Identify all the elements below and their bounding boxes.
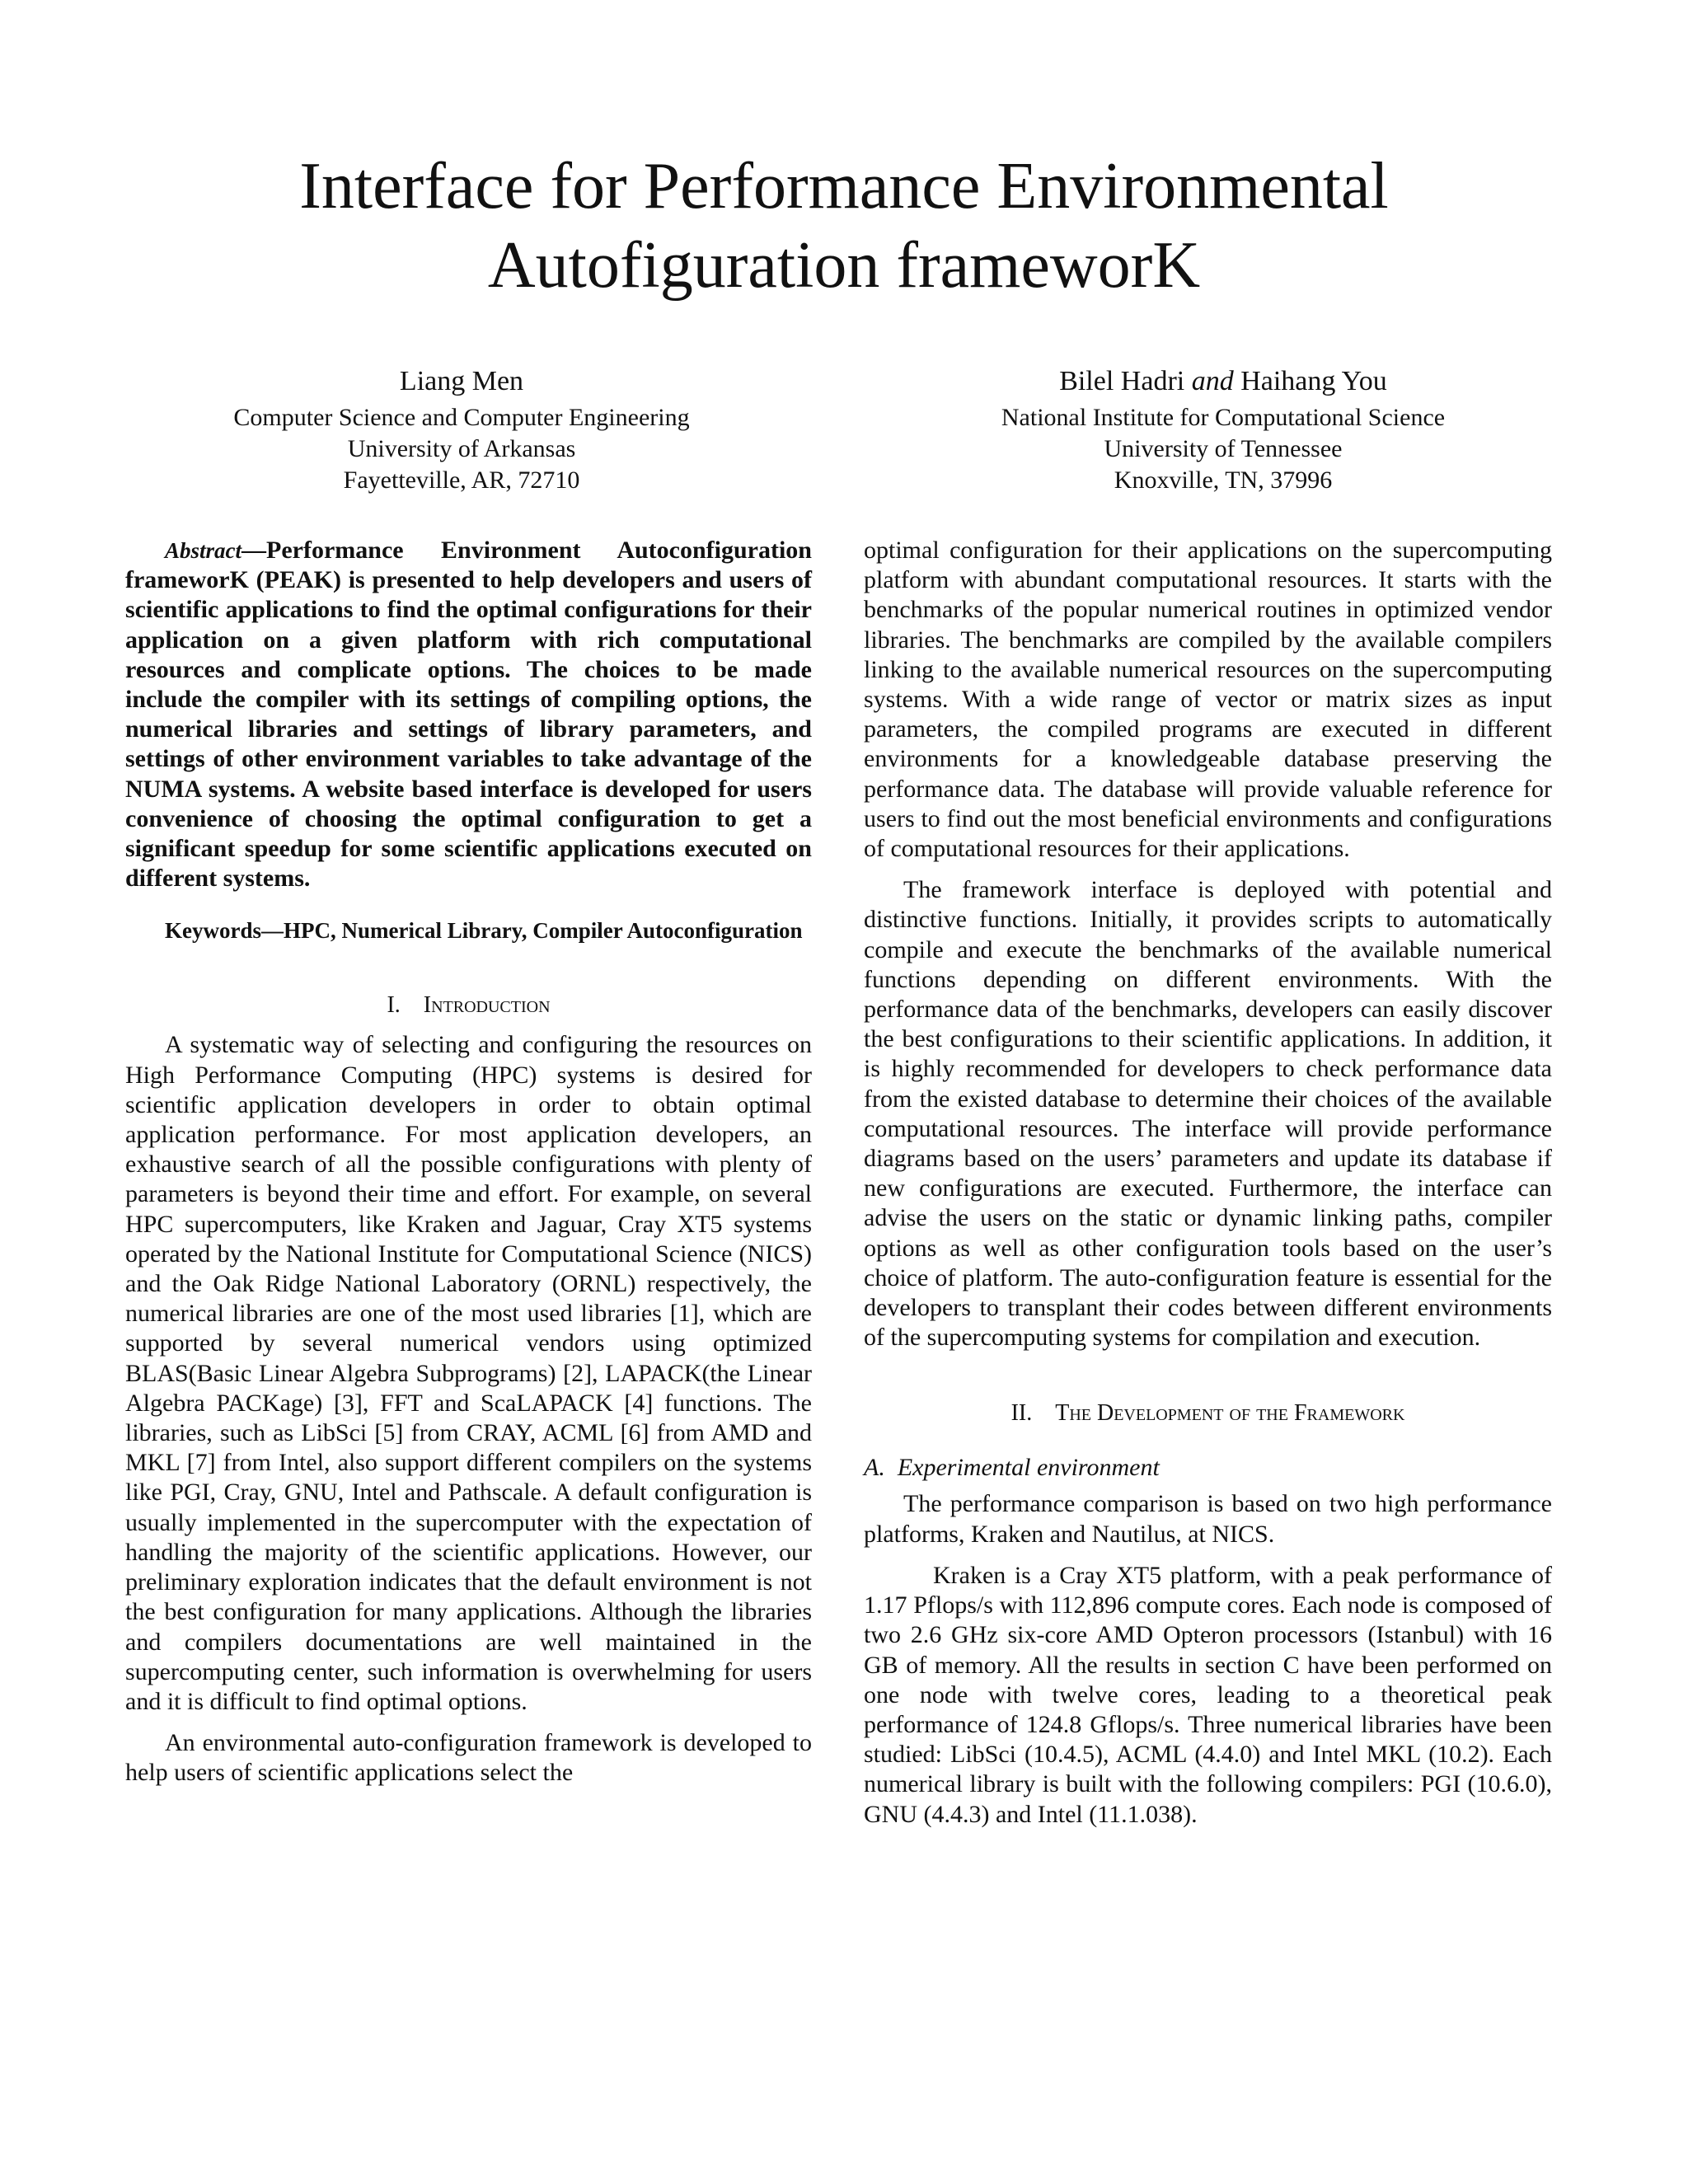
section-number: I.: [387, 992, 401, 1019]
title-line-2: Autofiguration frameworK: [487, 229, 1201, 302]
author-affiliation: Fayetteville, AR, 72710: [343, 466, 580, 494]
right-column: [864, 536, 1552, 1841]
subsection-heading-experimental-environment: [864, 1453, 1552, 1483]
paper-title: [0, 147, 1688, 305]
author-block-right: [885, 363, 1561, 496]
experimental-paragraph-2: Kraken is a Cray XT5 platform, with a peak performance of 1.17 Pflops/s with 112,896 compute cores. Each node is composed of two 2.6 GHz six-core AMD Opteron processors (Istanbul) with 16 GB of memory. All the results in section C have been performed on one node with twelve cores, leading to a theoretical peak performance of 124.8 Gflops/s. Three numerical libraries have been studied: LibSci (10.4.5), ACML (4.4.0) and Intel MKL (10.2). Each numerical library is built with the following compilers: PGI (10.6.0), GNU (4.4.3) and Intel (11.1.038).: [864, 1561, 1552, 1828]
intro-paragraph-3: The framework interface is deployed with potential and distinctive functions. Initially, it provides scripts to automatically compile and execute the benchmarks of the available numerical functions depending on different environments. With the performance data of the benchmarks, developers can easily discover the best configurations to their scientific applications. In addition, it is highly recommended for developers to check performance data from the existed database to determine their choices of the available computational resources. The interface will provide performance diagrams based on the users’ parameters and update its database if new configurations are executed. Furthermore, the interface can advise the users on the static or dynamic linking paths, compiler options as well as other configuration tools based on the user’s choice of platform. The auto-configuration feature is essential for the developers to transplant their codes between different environments of the supercomputing systems for compilation and execution.: [864, 876, 1552, 1352]
author-affiliation: Computer Science and Computer Engineering: [233, 404, 690, 431]
section-title: Introduction: [423, 992, 551, 1019]
author-name: Liang Men: [399, 366, 524, 396]
section-title: The Development of the Framework: [1055, 1400, 1405, 1427]
author-block-left: [124, 363, 799, 496]
author-name-1: Bilel Hadri: [1059, 366, 1185, 396]
intro-paragraph-2: An environmental auto-configuration framework is developed to help users of scientific applications select the: [125, 1729, 812, 1787]
author-name-2: Haihang You: [1240, 366, 1387, 396]
left-column: [125, 536, 812, 1800]
experimental-paragraph-1: The performance comparison is based on two high performance platforms, Kraken and Nautilus, at NICS.: [864, 1490, 1552, 1548]
abstract-dash: —: [241, 537, 267, 564]
author-affiliation: National Institute for Computational Science: [1001, 404, 1446, 431]
abstract-label: Abstract: [165, 538, 242, 563]
author-name: [885, 363, 1561, 401]
abstract-text: Performance Environment Autoconfiguration frameworK (PEAK) is presented to help developers and users of scientific applications to find the optimal configurations for their application on a given platform with rich computational resources and complicate options. The choices to be made include the compiler with its settings of compiling options, the numerical libraries and settings of library parameters, and settings of other environment variables to take advantage of the NUMA systems. A website based interface is developed for users convenience of choosing the optimal configuration to get a significant speedup for some scientific applications executed on different systems.: [125, 537, 812, 893]
subsection-title: Experimental environment: [897, 1454, 1160, 1482]
author-affiliation: University of Arkansas: [347, 435, 576, 462]
abstract: [125, 536, 812, 893]
author-affiliation: Knoxville, TN, 37996: [1114, 466, 1333, 494]
section-heading-development: [864, 1399, 1552, 1428]
title-line-1: Interface for Performance Environmental: [299, 150, 1389, 223]
intro-paragraph-2-continued: optimal configuration for their applications on the supercomputing platform with abundant computational resources. It starts with the benchmarks of the popular numerical routines in optimized vendor libraries. The benchmarks are compiled by the available compilers linking to the available numerical resources on the supercomputing systems. With a wide range of vector or matrix sizes as input parameters, the compiled programs are executed in different environments for a knowledgeable database preserving the performance data. The database will provide valuable reference for users to find out the most beneficial environments and configurations of computational resources for their applications.: [864, 537, 1552, 863]
intro-paragraph-1: A systematic way of selecting and configuring the resources on High Performance Computing (HPC) systems is desired for scientific application developers in order to obtain optimal application performance. For most application developers, an exhaustive search of all the possible configurations with plenty of parameters is beyond their time and effort. For example, on several HPC supercomputers, like Kraken and Jaguar, Cray XT5 systems operated by the National Institute for Computational Science (NICS) and the Oak Ridge National Laboratory (ORNL) respectively, the numerical libraries are one of the most used libraries [1], which are supported by several numerical vendors using optimized BLAS(Basic Linear Algebra Subprograms) [2], LAPACK(the Linear Algebra PACKage) [3], FFT and ScaLAPACK [4] functions. The libraries, such as LibSci [5] from CRAY, ACML [6] from AMD and MKL [7] from Intel, also support different compilers on the systems like PGI, Cray, GNU, Intel and Pathscale. A default configuration is usually implemented in the supercomputer with the expectation of handling the majority of the scientific applications. However, our preliminary exploration indicates that the default environment is not the best configuration for many applications. Although the libraries and compilers documentations are well maintained in the supercomputing center, such information is overwhelming for users and it is difficult to find optimal options.: [125, 1031, 812, 1715]
author-conjunction: and: [1191, 366, 1234, 396]
section-heading-introduction: [125, 991, 812, 1020]
section-number: II.: [1010, 1400, 1033, 1427]
author-affiliation: University of Tennessee: [1104, 435, 1343, 462]
subsection-label: A.: [864, 1454, 885, 1482]
keywords: Keywords—HPC, Numerical Library, Compiler Autoconfiguration: [165, 918, 803, 944]
